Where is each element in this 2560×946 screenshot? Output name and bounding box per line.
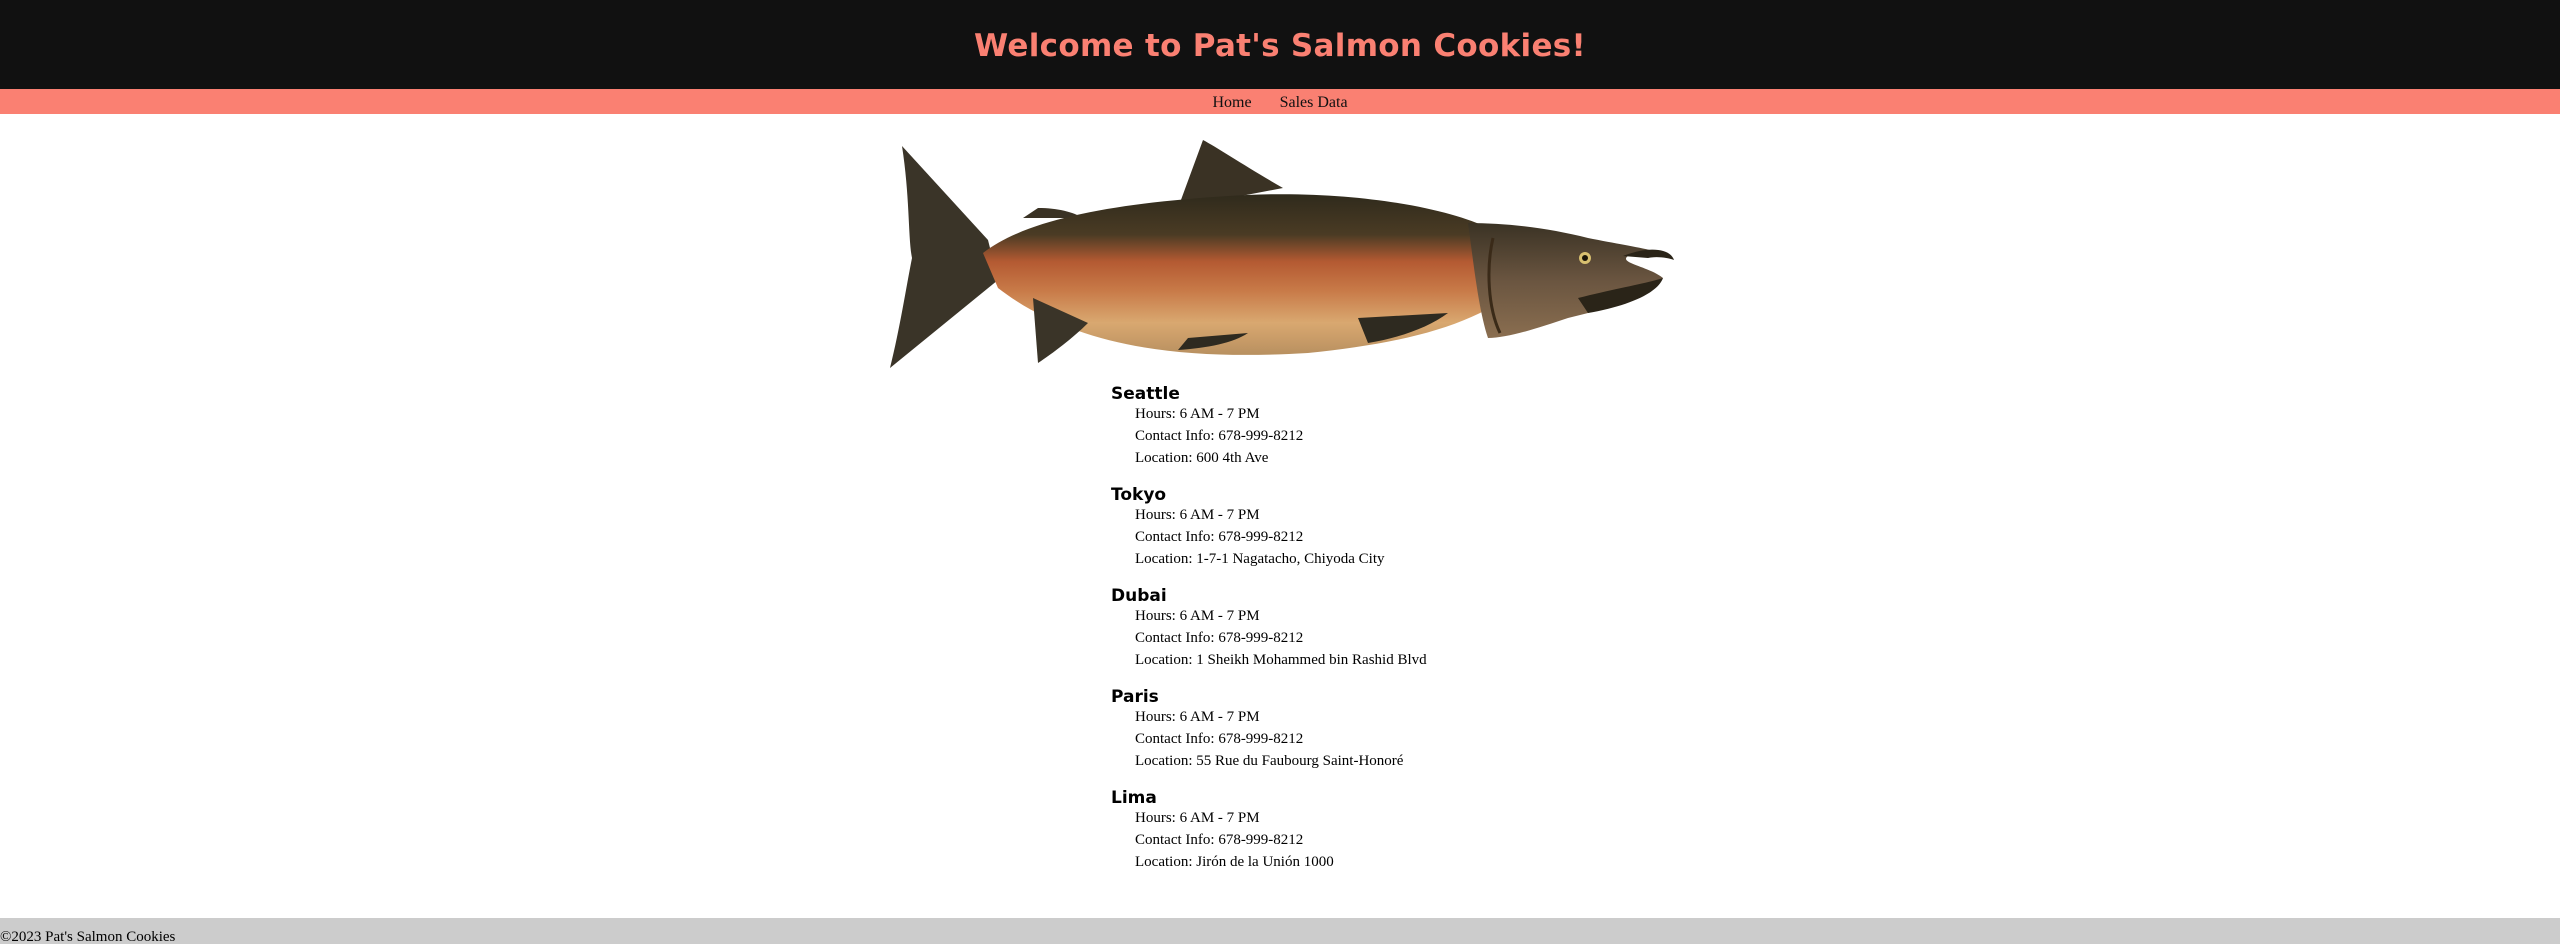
site-header [0,0,2560,89]
store-location: Location: Jirón de la Unión 1000 [1135,854,1334,870]
store-location: Location: 55 Rue du Faubourg Saint-Honoré [1135,753,1404,769]
main-content [0,114,2560,917]
store-card-dubai [1111,587,1711,671]
store-contact: Contact Info: 678-999-8212 [1135,428,1304,444]
store-details [1111,403,1711,469]
nav-link-sales-data[interactable]: Sales Data [1279,93,1348,111]
page-title: Welcome to Pat's Salmon Cookies! [974,27,1586,64]
store-card-paris [1111,688,1711,772]
store-hours: Hours: 6 AM - 7 PM [1135,406,1260,422]
store-name: Paris [1111,687,1159,707]
nav-link-home[interactable]: Home [1212,93,1252,111]
store-contact: Contact Info: 678-999-8212 [1135,731,1304,747]
store-name: Dubai [1111,586,1167,606]
store-location: Location: 1 Sheikh Mohammed bin Rashid Blvd [1135,652,1427,668]
store-hours: Hours: 6 AM - 7 PM [1135,810,1260,826]
store-location: Location: 1-7-1 Nagatacho, Chiyoda City [1135,551,1385,567]
store-name: Seattle [1111,384,1180,404]
store-contact: Contact Info: 678-999-8212 [1135,832,1304,848]
store-details [1111,706,1711,772]
store-card-lima [1111,789,1711,873]
store-hours: Hours: 6 AM - 7 PM [1135,608,1260,624]
store-card-tokyo [1111,486,1711,570]
store-contact: Contact Info: 678-999-8212 [1135,529,1304,545]
copyright-text: ©2023 Pat's Salmon Cookies [0,929,176,945]
store-card-seattle [1111,385,1711,469]
store-hours: Hours: 6 AM - 7 PM [1135,709,1260,725]
store-details [1111,504,1711,570]
store-details [1111,605,1711,671]
store-contact: Contact Info: 678-999-8212 [1135,630,1304,646]
salmon-image [888,128,1674,378]
store-name: Tokyo [1111,485,1167,505]
store-hours: Hours: 6 AM - 7 PM [1135,507,1260,523]
site-footer [0,918,2560,944]
store-name: Lima [1111,788,1157,808]
store-details [1111,807,1711,873]
main-nav [0,89,2560,114]
store-location: Location: 600 4th Ave [1135,450,1269,466]
store-list [1111,385,1711,890]
